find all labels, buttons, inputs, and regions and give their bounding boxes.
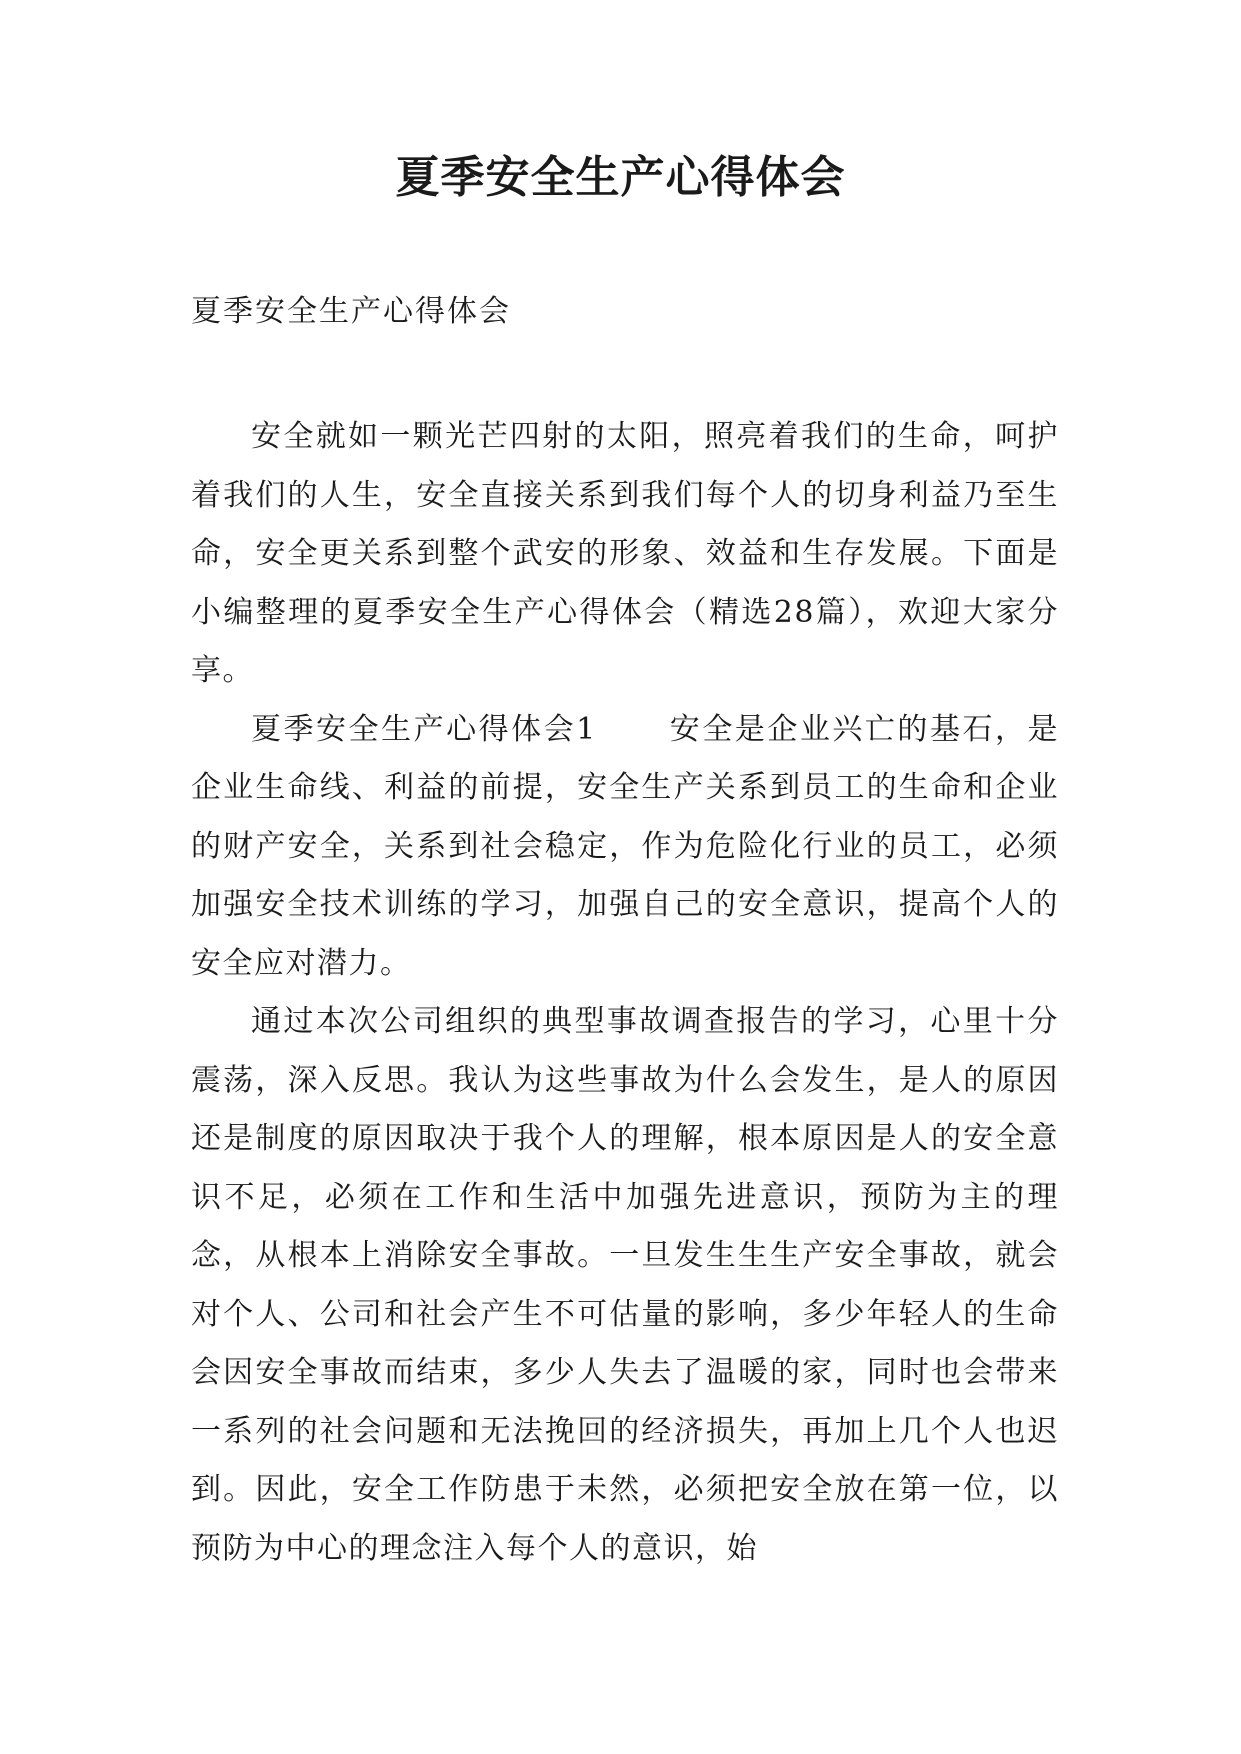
section-heading: 夏季安全生产心得体会1 bbox=[251, 711, 597, 747]
document-title: 夏季安全生产心得体会 bbox=[395, 152, 846, 203]
paragraph-reflection: 通过本次公司组织的典型事故调查报告的学习，心里十分震荡，深入反思。我认为这些事故为什么会发生，是人的原因还是制度的原因取决于我个人的理解，根本原因是人的安全意识不足，必须在工作和生活中加强先进意识，预防为主的理念，从根本上消除安全事故。一旦发生生生产安全事故，就会对个人、公司和社会产生不可估量的影响，多少年轻人的生命会因安全事故而结束，多少人失去了温暖的家，同时也会带来一系列的社会问题和无法挽回的经济损失，再加上几个人也迟到。因此，安全工作防患于未然，必须把安全放在第一位，以预防为中心的理念注入每个人的意识，始 bbox=[191, 1004, 1059, 1566]
paragraph-intro: 安全就如一颗光芒四射的太阳，照亮着我们的生命，呵护着我们的人生，安全直接关系到我们每个人的切身利益乃至生命，安全更关系到整个武安的形象、效益和生存发展。下面是小编整理的夏季安全生产心得体会（精选28篇），欢迎大家分享。 bbox=[191, 419, 1059, 688]
document-body bbox=[191, 408, 1059, 1578]
paragraph-section-1 bbox=[191, 701, 1059, 994]
section-body: 安全是企业兴亡的基石，是企业生命线、利益的前提，安全生产关系到员工的生命和企业的财产安全，关系到社会稳定，作为危险化行业的员工，必须加强安全技术训练的学习，加强自己的安全意识，提高个人的安全应对潜力。 bbox=[191, 711, 1060, 981]
document-subtitle: 夏季安全生产心得体会 bbox=[191, 294, 511, 329]
